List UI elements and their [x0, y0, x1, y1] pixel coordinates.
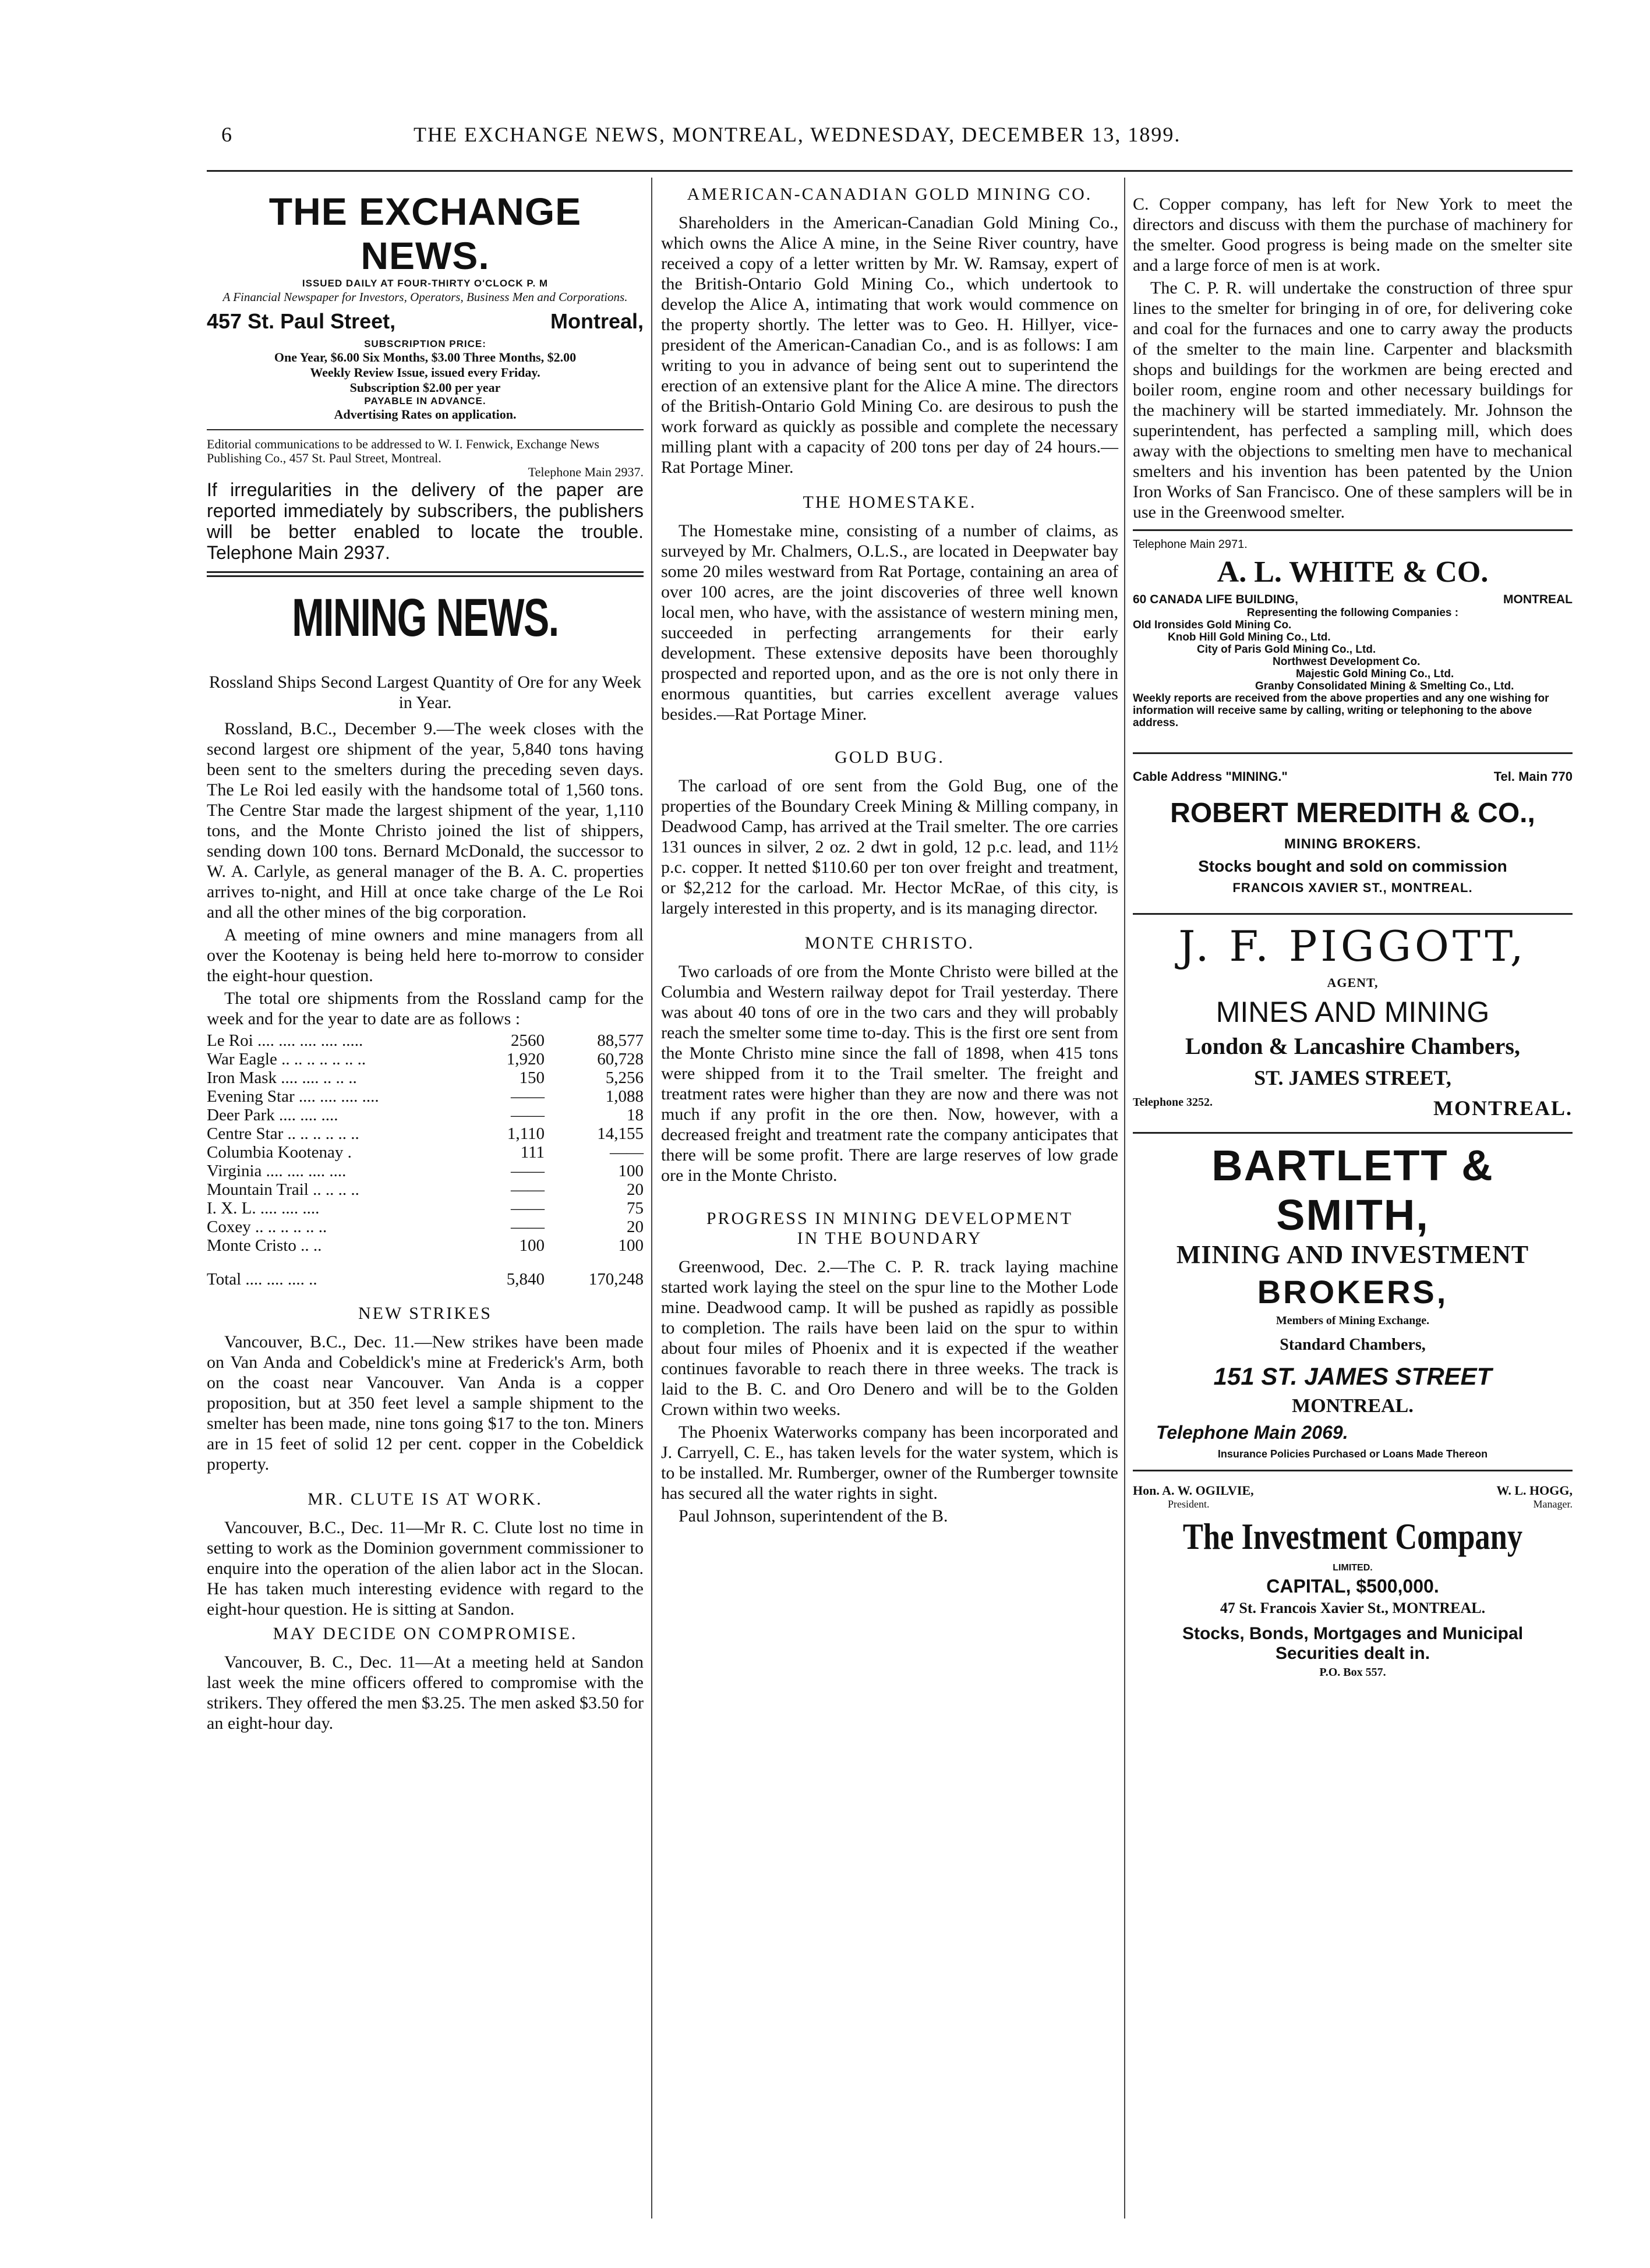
- week-tons: ——: [511, 1199, 545, 1218]
- year-tons: ——: [610, 1143, 644, 1162]
- table-row: [207, 1068, 644, 1087]
- list-item: Majestic Gold Mining Co., Ltd.: [1296, 668, 1454, 680]
- compromise-text: Vancouver, B. C., Dec. 11—At a meeting held at Sandon last week the mine officers offered to compromise with the strikers. They offered the men $3.25. The men asked $3.50 for an eight-hour day.: [207, 1653, 644, 1733]
- column-divider: [651, 178, 652, 2219]
- ad-piggott-chambers: London & Lancashire Chambers,: [1185, 1033, 1520, 1059]
- table-row: [207, 1199, 644, 1218]
- column-3: [1133, 178, 1573, 1679]
- total-label: Total .... .... .... ..: [207, 1270, 317, 1289]
- year-tons: 20: [627, 1218, 644, 1236]
- ad-investment-box: P.O. Box 557.: [1319, 1666, 1386, 1679]
- week-tons: 100: [519, 1236, 545, 1255]
- subscription-prices: One Year, $6.00 Six Months, $3.00 Three Months, $2.00: [274, 350, 577, 365]
- table-total-row: [207, 1255, 644, 1289]
- mine-name: Evening Star .... .... .... ....: [207, 1087, 379, 1106]
- ad-divider: [1133, 1470, 1573, 1471]
- mine-name: Mountain Trail .. .. .. ..: [207, 1180, 359, 1199]
- list-item: Granby Consolidated Mining & Smelting Co., Ltd.: [1255, 680, 1514, 692]
- ad-companies: [1133, 607, 1573, 729]
- ad-investment: [1133, 1483, 1573, 1679]
- ad-address-left: 60 CANADA LIFE BUILDING,: [1133, 593, 1298, 606]
- table-row: [207, 1180, 644, 1199]
- ad-bartlett-telephone: Telephone Main 2069.: [1156, 1422, 1348, 1443]
- table-row: [207, 1087, 644, 1106]
- weekly-price: Subscription $2.00 per year: [349, 380, 501, 395]
- mine-name: Virginia .... .... .... ....: [207, 1162, 347, 1180]
- year-tons: 100: [618, 1162, 644, 1180]
- list-item: Northwest Development Co.: [1273, 656, 1421, 668]
- ad-piggott-role: AGENT,: [1327, 975, 1379, 990]
- ad-piggott-street: ST. JAMES STREET,: [1254, 1066, 1451, 1089]
- ad-investment-officers: [1133, 1483, 1573, 1498]
- ad-meredith-stocks: Stocks bought and sold on commission: [1198, 857, 1507, 875]
- page-header: [221, 122, 1578, 157]
- ad-meredith: [1133, 769, 1573, 896]
- progress-text: Greenwood, Dec. 2.—The C. P. R. track laying machine started work laying the steel on the spur line to the Mother Lode mine. Deadwood camp. It will be pushed as rapidly as possible to completion. The rails have been laid on the spur to within about four miles of Phoenix and it is expected if the weather continues favorable to reach there in three weeks. The track is laid to the B. C. and Oro Denero and will be to the Golden Crown within two weeks.: [661, 1257, 1118, 1419]
- ad-white: [1133, 538, 1573, 729]
- year-tons: 1,088: [605, 1087, 644, 1106]
- ad-meredith-name: ROBERT MEREDITH & CO.,: [1170, 798, 1535, 829]
- masthead-bottom-rule: [207, 571, 644, 577]
- gold-bug-text: The carload of ore sent from the Gold Bug, one of the properties of the Boundary Creek Mining & Milling company, in Deadwood Camp, has arrived at the Trail smelter. The ore carries 131 ounces in silver, 2 oz. 2 dwt in gold, 12 p.c. lead, and 11½ p.c. copper. It netted $110.60 per ton over freight and treatment, or $2,212 for the carload. Mr. Hector McRae, of this city, is largely interested in this property, and is its managing director.: [661, 776, 1118, 918]
- monte-christo-text: Two carloads of ore from the Monte Christo were billed at the Columbia and Western railway depot for Trail yesterday. There was about 40 tons of ore in the two cars and they will probably reach the smelter some time to-day. This is the first ore sent from the Monte Christo mine since the fall of 1898, when 415 tons were shipped from it to the Trail smelter. The freight and treatment rates were higher than they are now and there was not much if any profit in the ore then. Now, however, with a decreased freight and treatment rate the company anticipates that there will be some profit. There are large reserves of low grade ore in the Monte Christo.: [661, 962, 1118, 1185]
- ad-investment-capital: CAPITAL, $500,000.: [1266, 1576, 1439, 1597]
- ad-divider: [1133, 529, 1573, 531]
- ad-city: MONTREAL.: [1433, 1096, 1573, 1120]
- mine-name: Iron Mask .... .... .. .. ..: [207, 1068, 357, 1087]
- ad-rep-title: Representing the following Companies :: [1246, 607, 1459, 619]
- homestake-title: THE HOMESTAKE.: [803, 493, 977, 512]
- week-tons: 2560: [511, 1031, 545, 1050]
- column-2: [661, 178, 1118, 1528]
- ad-meredith-address: FRANCOIS XAVIER ST., MONTREAL.: [1232, 880, 1473, 895]
- column-divider: [1124, 178, 1125, 2219]
- ad-investment-business: Stocks, Bonds, Mortgages and Municipal Securities dealt in.: [1182, 1624, 1524, 1663]
- mine-name: Monte Cristo .. ..: [207, 1236, 322, 1255]
- list-item: Old Ironsides Gold Mining Co.: [1133, 619, 1292, 631]
- year-tons: 60,728: [597, 1050, 644, 1068]
- progress-text: The Phoenix Waterworks company has been incorporated and J. Carryell, C. E., has taken levels for the water system, which is to be installed. Mr. Rumberger, owner of the Rumberger townsite has secured all the water rights in sight.: [661, 1423, 1118, 1503]
- payable-notice: PAYABLE IN ADVANCE.: [364, 395, 486, 406]
- ad-bartlett-members: Members of Mining Exchange.: [1276, 1314, 1430, 1327]
- table-row: [207, 1143, 644, 1162]
- editorial-telephone: Telephone Main 2937.: [528, 465, 644, 479]
- table-row: [207, 1236, 644, 1255]
- ad-white-name: A. L. WHITE & CO.: [1217, 555, 1489, 589]
- ad-officer-right-title: Manager.: [1533, 1498, 1573, 1510]
- ad-piggott-business: MINES AND MINING: [1216, 996, 1490, 1028]
- table-row: [207, 1106, 644, 1124]
- ad-meredith-contact: [1133, 769, 1573, 784]
- ad-bartlett-line2: BROKERS,: [1257, 1273, 1448, 1310]
- new-strikes-text: Vancouver, B.C., Dec. 11.—New strikes have been made on Van Anda and Cobeldick's mine at Frederick's Arm, both on the coast near Vancouver. Van Anda is a copper proposition, but at 350 feet level a sample shipment to the smelter has been made, nine tons going $17 to the ton. Miners are in 15 feet of solid 12 per cent. copper in the Cobeldick property.: [207, 1332, 644, 1474]
- masthead-address: [207, 309, 644, 334]
- rossland-paragraph: Rossland, B.C., December 9.—The week closes with the second largest ore shipment of the year, 5,840 tons having been sent to the smelters during the preceding seven days. The Le Roi led easily with the handsome total of 1,560 tons. The Centre Star made the largest shipment of the year, 1,110 tons, and the Monte Christo joined the list of shippers, sending down 100 tons. Bernard McDonald, the successor to W. A. Carlyle, as general manager of the B. A. C. properties arrives to-night, and Hill at once take charge of the Le Roi and all the other mines of the big corporation.: [207, 719, 644, 922]
- subscription-label: SUBSCRIPTION PRICE:: [364, 338, 486, 349]
- ad-piggott-contact: [1133, 1096, 1573, 1120]
- list-item: City of Paris Gold Mining Co., Ltd.: [1197, 643, 1376, 656]
- week-tons: ——: [511, 1087, 545, 1106]
- ad-piggott-name: J. F. PIGGOTT,: [1178, 922, 1527, 971]
- masthead-street: 457 St. Paul Street,: [207, 309, 396, 333]
- ad-divider: [1133, 913, 1573, 915]
- masthead-title: THE EXCHANGE NEWS.: [268, 190, 582, 277]
- column-1: [207, 178, 644, 1736]
- compromise-title: MAY DECIDE ON COMPROMISE.: [273, 1624, 578, 1643]
- ad-cable: Cable Address "MINING.": [1133, 769, 1288, 784]
- week-tons: ——: [511, 1162, 545, 1180]
- ad-divider: [1133, 752, 1573, 754]
- total-year: 170,248: [588, 1270, 644, 1289]
- advertising-rates: Advertising Rates on application.: [334, 407, 517, 422]
- mine-name: Coxey .. .. .. .. .. ..: [207, 1218, 327, 1236]
- week-tons: 1,920: [506, 1050, 545, 1068]
- ad-officer-right: W. L. HOGG,: [1496, 1483, 1573, 1498]
- mine-name: War Eagle .. .. .. .. .. .. ..: [207, 1050, 366, 1068]
- newspaper-header-title: THE EXCHANGE NEWS, MONTREAL, WEDNESDAY, DECEMBER 13, 1899.: [414, 123, 1181, 146]
- week-tons: 150: [519, 1068, 545, 1087]
- table-row: [207, 1050, 644, 1068]
- ad-investment-titles: [1133, 1498, 1573, 1510]
- year-tons: 75: [627, 1199, 644, 1218]
- new-strikes-title: NEW STRIKES: [358, 1304, 492, 1323]
- continued-text: C. Copper company, has left for New York to meet the directors and discuss with them the purchase of machinery for the smelter. Good progress is being made on the smelter site and a large force of men is at work.: [1133, 194, 1573, 275]
- year-tons: 5,256: [605, 1068, 644, 1087]
- masthead-issued: ISSUED DAILY AT FOUR-THIRTY O'CLOCK P. M: [302, 278, 549, 289]
- year-tons: 14,155: [597, 1124, 644, 1143]
- rossland-paragraph: The total ore shipments from the Rossland camp for the week and for the year to date are as follows :: [207, 989, 644, 1028]
- ad-bartlett-city: MONTREAL.: [1292, 1395, 1414, 1417]
- progress-title: PROGRESS IN MINING DEVELOPMENT IN THE BOUNDARY: [706, 1209, 1073, 1248]
- monte-christo-title: MONTE CHRISTO.: [804, 933, 975, 953]
- continued-text: The C. P. R. will undertake the construction of three spur lines to the smelter for bringing in of ore, for delivering coke and coal for the furnaces and one to carry away the products of the smelter to the main line. Carpenter and blacksmith shops and buildings for the workmen are being erected and boiler room, engine room and other necessary buildings for the machinery will be started immediately. Mr. Johnson the superintendent, has perfected a sampling mill, which does away with the objections to smelting men have to mechanical smelters and his invention has been patented by the Union Iron Works of San Francisco. One of these samplers will be in use in the Greenwood smelter.: [1133, 278, 1573, 522]
- ad-telephone: Telephone Main 2971.: [1133, 538, 1248, 551]
- ad-bartlett-name: BARTLETT & SMITH,: [1211, 1141, 1494, 1239]
- mine-name: Deer Park .... .... ....: [207, 1106, 338, 1124]
- american-canadian-text: Shareholders in the American-Canadian Gold Mining Co., which owns the Alice A mine, in the Seine River country, have received a copy of a letter written by Mr. W. Ramsay, expert of the British-Ontario Gold Mining Co., which undertook to develop the Alice A, intimating that work would commence on the property shortly. The letter was to Geo. H. Hillyer, vice-president of the American-Canadian Co., and is as follows: I am writing to you in advance of being sent out to superintend the erection of an extensive plant for the Alice A mine. The directors of the British-Ontario Gold Mining Co. are desirous to push the work forward as quickly as possible and complete the necessary milling plant with a capacity of 200 tons per day of 24 hours.—Rat Portage Miner.: [661, 213, 1118, 477]
- ad-white-address: [1133, 593, 1573, 607]
- year-tons: 18: [627, 1106, 644, 1124]
- table-row: [207, 1124, 644, 1143]
- weekly-issue: Weekly Review Issue, issued every Friday.: [310, 365, 540, 380]
- table-row: [207, 1218, 644, 1236]
- gold-bug-title: GOLD BUG.: [835, 748, 945, 767]
- year-tons: 88,577: [597, 1031, 644, 1050]
- homestake-text: The Homestake mine, consisting of a number of claims, as surveyed by Mr. Chalmers, O.L.S., are located in Deepwater bay some 20 miles westward from Rat Portage, containing an area of over 100 acres, are the joint discoveries of three well known local men, who have, with the assistance of western mining men, succeeded in perfecting arrangements for their early development. These extensive deposits have been thoroughly prospected and reported upon, and as the ore is not only there in enormous quantities, but carries excellent average values besides.—Rat Portage Miner.: [661, 521, 1118, 724]
- rossland-subhead: Rossland Ships Second Largest Quantity of Ore for any Week in Year.: [209, 673, 642, 712]
- american-canadian-title: AMERICAN-CANADIAN GOLD MINING CO.: [687, 185, 1093, 204]
- ad-investment-address: 47 St. Francois Xavier St., MONTREAL.: [1220, 1600, 1486, 1616]
- ad-bartlett-line1: MINING AND INVESTMENT: [1176, 1240, 1529, 1269]
- ad-piggott: [1133, 922, 1573, 1120]
- delivery-notice: If irregularities in the delivery of the paper are reported immediately by subscribers, the publishers will be better enabled to locate the trouble. Telephone Main 2937.: [207, 479, 644, 563]
- ad-bartlett-insurance: Insurance Policies Purchased or Loans Made Thereon: [1217, 1448, 1488, 1460]
- week-tons: 111: [520, 1143, 545, 1162]
- list-item: Knob Hill Gold Mining Co., Ltd.: [1168, 631, 1331, 643]
- shipments-table: [207, 1031, 644, 1289]
- progress-text: Paul Johnson, superintendent of the B.: [679, 1506, 948, 1526]
- ad-investment-name: The Investment Company: [1182, 1516, 1523, 1557]
- year-tons: 100: [618, 1236, 644, 1255]
- ad-bartlett: [1133, 1141, 1573, 1460]
- ad-bartlett-street: 151 ST. JAMES STREET: [1213, 1363, 1492, 1390]
- week-tons: ——: [511, 1218, 545, 1236]
- clute-text: Vancouver, B.C., Dec. 11—Mr R. C. Clute lost no time in setting to work as the Dominion government commissioner to enquire into the operation of the alien labor act in the Slocan. He has taken much interesting evidence with regard to the eight-hour question. He is sitting at Sandon.: [207, 1518, 644, 1619]
- table-row: [207, 1031, 644, 1050]
- ad-weekly-note: Weekly reports are received from the above properties and any one wishing for information will receive same by calling, writing or telephoning to the above address.: [1133, 692, 1549, 729]
- rossland-paragraph: A meeting of mine owners and mine managers from all over the Kootenay is being held here to-morrow to consider the eight-hour question.: [207, 925, 644, 985]
- ad-divider: [1133, 1132, 1573, 1134]
- masthead-divider: [207, 429, 644, 430]
- mine-name: Le Roi .... .... .... .... .....: [207, 1031, 363, 1050]
- ad-bartlett-chambers: Standard Chambers,: [1280, 1336, 1426, 1354]
- mine-name: Columbia Kootenay .: [207, 1143, 352, 1162]
- editorial-address: Editorial communications to be addressed to W. I. Fenwick, Exchange News Publishing Co., 457 St. Paul Street, Montreal.: [207, 437, 599, 465]
- header-rule: [207, 170, 1573, 172]
- ad-tel: Tel. Main 770: [1493, 769, 1573, 784]
- ad-officer-left: Hon. A. W. OGILVIE,: [1133, 1483, 1254, 1498]
- masthead-city: Montreal,: [550, 309, 644, 333]
- week-tons: ——: [511, 1106, 545, 1124]
- ad-meredith-role: MINING BROKERS.: [1284, 836, 1421, 852]
- ad-address-right: MONTREAL: [1503, 593, 1573, 606]
- mine-name: I. X. L. .... .... ....: [207, 1199, 320, 1218]
- table-row: [207, 1162, 644, 1180]
- mining-news-heading: MINING NEWS.: [292, 588, 559, 648]
- mine-name: Centre Star .. .. .. .. .. ..: [207, 1124, 359, 1143]
- week-tons: ——: [511, 1180, 545, 1199]
- masthead-tagline: A Financial Newspaper for Investors, Operators, Business Men and Corporations.: [222, 290, 628, 304]
- week-tons: 1,110: [507, 1124, 545, 1143]
- clute-title: MR. CLUTE IS AT WORK.: [308, 1489, 543, 1509]
- page-number: 6: [221, 123, 233, 146]
- ad-telephone: Telephone 3252.: [1133, 1096, 1213, 1109]
- year-tons: 20: [627, 1180, 644, 1199]
- ad-investment-limited: LIMITED.: [1333, 1563, 1373, 1573]
- total-week: 5,840: [506, 1270, 545, 1289]
- ad-officer-left-title: President.: [1168, 1498, 1210, 1510]
